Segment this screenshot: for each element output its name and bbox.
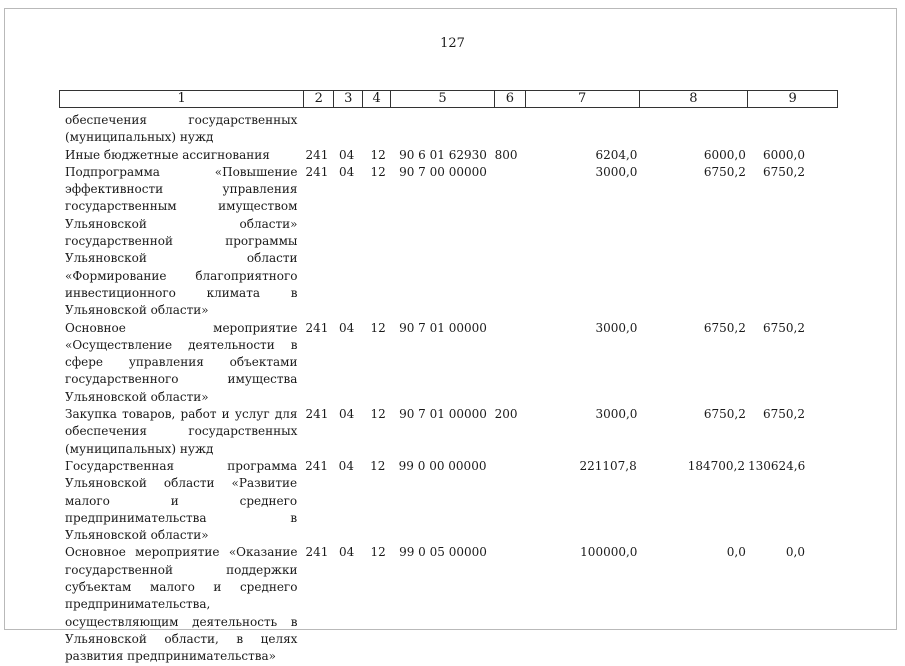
row-col-2: 241	[305, 407, 329, 422]
row-col-2: 241	[305, 147, 329, 162]
row-col-3: 04	[338, 164, 355, 179]
row-col-7: 6204,0	[595, 147, 638, 162]
row-col-7: 221107,8	[579, 458, 637, 473]
row-col-5: 99 0 05 00000	[399, 545, 487, 560]
table-row	[65, 147, 845, 164]
page-number: 127	[440, 36, 465, 51]
row-col-8: 6750,2	[703, 407, 746, 422]
row-col-6: 200	[494, 407, 518, 422]
header-col-2: 2	[304, 91, 334, 107]
row-col-9: 6750,2	[763, 320, 805, 335]
table-row	[65, 112, 845, 147]
row-col-8: 184700,2	[687, 458, 745, 473]
row-col-8: 6000,0	[703, 147, 746, 162]
row-name: Основное мероприятие «Осуществление деятельности в сфере управления объектами государственного имущества Ульяновской области»	[65, 320, 298, 404]
row-col-8: 6750,2	[703, 320, 746, 335]
row-col-4: 12	[370, 164, 386, 179]
row-col-9: 6000,0	[763, 147, 805, 162]
row-name: Иные бюджетные ассигнования	[65, 147, 270, 162]
row-col-3: 04	[338, 320, 355, 335]
row-col-3: 04	[338, 147, 355, 162]
row-col-5: 90 7 01 00000	[399, 320, 487, 335]
row-col-5: 90 6 01 62930	[399, 147, 487, 162]
row-col-5: 90 7 01 00000	[399, 407, 487, 422]
table-header	[59, 90, 838, 108]
row-col-5: 99 0 00 00000	[398, 458, 487, 473]
table-row	[65, 164, 845, 320]
row-name: Подпрограмма «Повышение эффективности управления государственным имуществом Ульяновской области» государственной программы Ульяновской области «Формирование благоприятного инвестиционного климата в Ульяновской области»	[65, 164, 298, 318]
row-col-9: 0,0	[785, 545, 805, 560]
row-col-2: 241	[305, 164, 329, 179]
row-name: Закупка товаров, работ и услуг для обеспечения государственных (муниципальных) нужд	[65, 407, 298, 456]
row-col-7: 3000,0	[595, 407, 638, 422]
table-row	[65, 544, 845, 665]
row-col-9: 130624,6	[748, 458, 806, 473]
row-col-2: 241	[305, 545, 329, 560]
row-col-7: 3000,0	[595, 164, 638, 179]
row-col-8: 0,0	[726, 545, 746, 560]
row-col-6: 800	[494, 147, 518, 162]
row-col-8: 6750,2	[703, 164, 746, 179]
row-col-2: 241	[305, 458, 329, 473]
header-col-4: 4	[363, 91, 391, 107]
table-row	[65, 320, 845, 406]
row-col-4: 12	[370, 147, 386, 162]
header-col-1: 1	[60, 91, 304, 107]
header-col-9: 9	[788, 91, 797, 106]
header-col-5: 5	[391, 91, 495, 107]
row-name: Основное мероприятие «Оказание государственной поддержки субъектам малого и среднего предпринимательства, осуществляющим деятельность в Ульяновской области, в целях развития предпринимательства»	[65, 545, 298, 664]
table-row	[65, 458, 845, 544]
header-col-6: 6	[495, 91, 526, 107]
table-row	[65, 406, 845, 458]
row-col-9: 6750,2	[763, 164, 805, 179]
row-col-2: 241	[305, 320, 329, 335]
header-col-7: 7	[526, 91, 640, 107]
row-col-5: 90 7 00 00000	[399, 164, 487, 179]
row-col-3: 04	[338, 458, 354, 473]
row-col-3: 04	[338, 545, 355, 560]
row-col-7: 100000,0	[580, 545, 638, 560]
row-col-4: 12	[370, 458, 386, 473]
row-name: обеспечения государственных (муниципальных) нужд	[65, 113, 298, 145]
row-col-4: 12	[370, 545, 386, 560]
header-col-3: 3	[334, 91, 363, 107]
row-col-9: 6750,2	[763, 407, 805, 422]
row-col-7: 3000,0	[595, 320, 638, 335]
header-col-8: 8	[640, 91, 749, 107]
row-col-4: 12	[370, 407, 386, 422]
table-body	[65, 112, 845, 666]
row-name: Государственная программа Ульяновской области «Развитие малого и среднего предпринимательства в Ульяновской области»	[65, 458, 298, 543]
row-col-4: 12	[370, 320, 386, 335]
row-col-3: 04	[338, 407, 355, 422]
